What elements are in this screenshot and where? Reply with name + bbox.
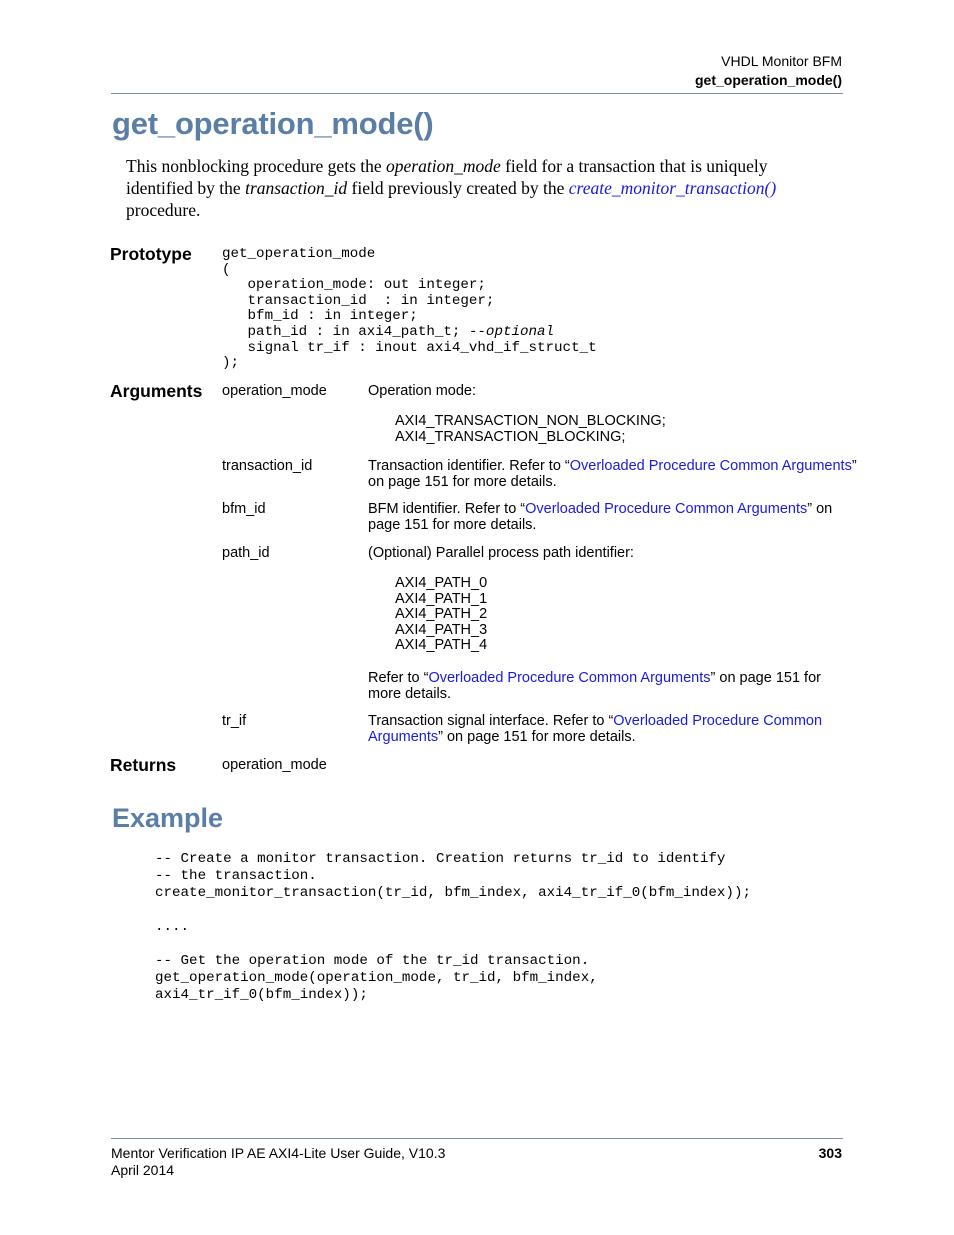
overloaded-args-link[interactable]: Overloaded Procedure Common Arguments [428,670,711,686]
returns-value: operation_mode [222,757,327,773]
create-monitor-transaction-link[interactable]: create_monitor_transaction() [568,178,777,198]
prototype-code: get_operation_mode ( operation_mode: out integer; transaction_id : in integer; bfm_id : in integer; path_id : in axi4_path_t; --optional signal tr_if : inout axi4_vhd_if_struct_t ); [222,246,597,372]
footer-doc-title: Mentor Verification IP AE AXI4-Lite User Guide, V10.3 [111,1145,446,1161]
footer-date: April 2014 [111,1162,175,1178]
footer-rule [111,1138,843,1139]
running-header-topic: get_operation_mode() [694,72,842,88]
arg-desc-tr-if: Transaction signal interface. Refer to “Overloaded Procedure Common Arguments” on page 151 for more details. [368,713,823,745]
arg-desc-bfm-id: BFM identifier. Refer to “Overloaded Procedure Common Arguments” on page 151 for more details. [368,501,833,533]
example-heading: Example [112,803,224,833]
example-code: -- Create a monitor transaction. Creation returns tr_id to identify -- the transaction. create_monitor_transaction(tr_id, bfm_index, axi4_tr_if_0(bfm_index)); .... -- Get the operation mode of the tr_id transaction. get_operation_mode(operation_mode, tr_id, bfm_index, axi4_tr_if_0(bfm_index)); [155,851,751,1003]
arg-name-transaction-id: transaction_id [222,458,313,474]
page-title: get_operation_mode() [112,106,434,141]
running-header-section: VHDL Monitor BFM [721,53,842,69]
operation-mode-values: AXI4_TRANSACTION_NON_BLOCKING; AXI4_TRANSACTION_BLOCKING; [395,413,666,445]
arg-desc-transaction-id: Transaction identifier. Refer to “Overloaded Procedure Common Arguments” on page 151 for more details. [368,458,857,490]
page-number: 303 [818,1145,842,1161]
overloaded-args-link[interactable]: Overloaded Procedure Common Arguments [525,501,808,517]
intro-paragraph: This nonblocking procedure gets the operation_mode field for a transaction that is uniquely identified by the transaction_id field previously created by the create_monitor_transaction() procedure. [126,156,777,220]
overloaded-args-link[interactable]: Overloaded Procedure Common Arguments [569,458,852,474]
arg-name-path-id: path_id [222,545,270,561]
arg-name-operation-mode: operation_mode [222,383,327,399]
arg-desc-operation-mode: Operation mode: [368,383,477,399]
header-rule [111,93,843,94]
path-id-values: AXI4_PATH_0 AXI4_PATH_1 AXI4_PATH_2 AXI4_PATH_3 AXI4_PATH_4 [395,575,488,653]
arguments-label: Arguments [110,381,203,401]
arg-name-bfm-id: bfm_id [222,501,266,517]
arg-desc-path-id-refer: Refer to “Overloaded Procedure Common Arguments” on page 151 for more details. [368,670,821,702]
arg-name-tr-if: tr_if [222,713,247,729]
returns-label: Returns [110,755,177,775]
arg-desc-path-id: (Optional) Parallel process path identifier: [368,545,634,561]
overloaded-args-link[interactable]: Overloaded Procedure Common Arguments [368,713,823,745]
prototype-label: Prototype [110,244,192,264]
